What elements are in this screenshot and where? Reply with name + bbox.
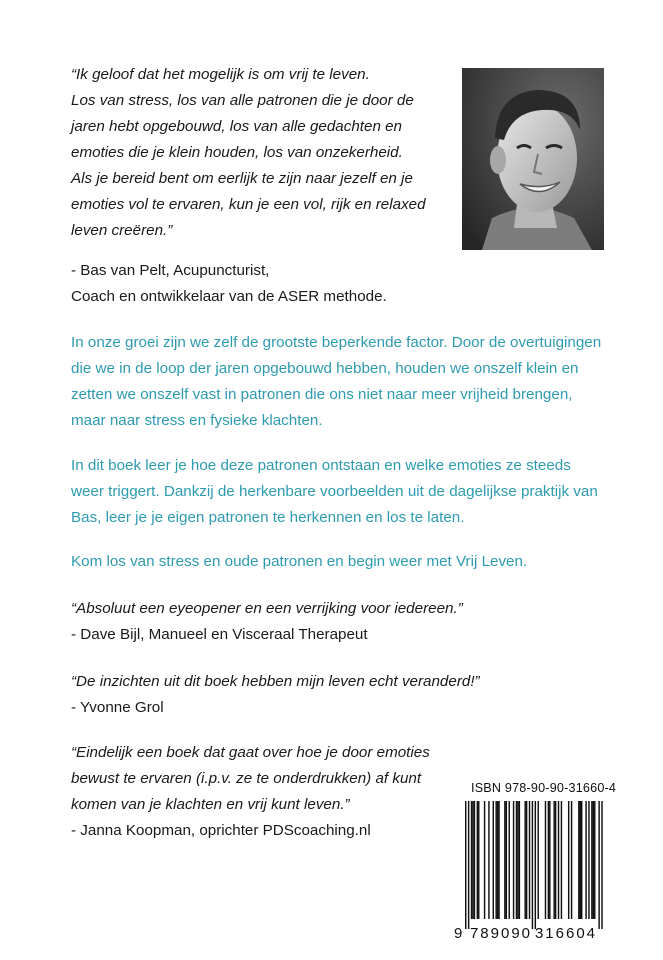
barcode-bar	[545, 801, 546, 919]
author-portrait-image	[462, 68, 604, 250]
barcode-bar	[488, 801, 489, 919]
blurb-line: maar naar stress en fysieke klachten.	[71, 412, 323, 429]
blurb-line: zetten we onszelf vast in patronen die ons niet naar meer vrijheid brengen,	[71, 386, 573, 403]
barcode-bars	[465, 801, 603, 929]
barcode-bar	[548, 801, 549, 919]
barcode-bar	[561, 801, 562, 919]
blurb-line: In onze groei zijn we zelf de grootste beperkende factor. Door de overtuigingen	[71, 334, 602, 351]
barcode-bar	[519, 801, 520, 919]
barcode-bar	[472, 801, 473, 919]
attribution-line: Coach en ontwikkelaar van de ASER methode.	[71, 288, 387, 305]
blurb-paragraph-3	[71, 549, 527, 575]
barcode-bar	[517, 801, 518, 919]
barcode-bar	[484, 801, 485, 919]
author-quote-line: “Ik geloof dat het mogelijk is om vrij te leven.	[71, 66, 370, 83]
barcode-bar	[513, 801, 514, 919]
review-author: - Yvonne Grol	[71, 699, 164, 716]
isbn-barcode	[451, 801, 611, 941]
barcode-bar	[538, 801, 539, 919]
barcode-digits-left: 789090	[469, 925, 533, 941]
barcode-digits-right: 316604	[534, 925, 598, 941]
review-2	[71, 669, 480, 721]
barcode-bar	[478, 801, 479, 919]
review-1	[71, 596, 463, 648]
barcode-bar	[593, 801, 594, 919]
barcode-bar	[568, 801, 569, 919]
barcode-bar	[601, 801, 602, 929]
author-quote-line: Als je bereid bent om eerlijk te zijn naar jezelf en je	[71, 170, 413, 187]
review-quote: komen van je klachten en vrij kunt leven.”	[71, 796, 350, 813]
barcode-bar	[495, 801, 496, 919]
author-quote-line: jaren hebt opgebouwd, los van alle gedachten en	[71, 118, 403, 135]
author-photo	[462, 68, 604, 250]
barcode-bar	[598, 801, 599, 929]
blurb-line: In dit boek leer je hoe deze patronen ontstaan en welke emoties ze steeds	[71, 457, 571, 474]
barcode-bar	[526, 801, 527, 919]
barcode-bar	[471, 801, 472, 919]
barcode-bar	[497, 801, 498, 919]
review-author: - Janna Koopman, oprichter PDScoaching.nl	[71, 822, 371, 839]
barcode-bar	[529, 801, 530, 919]
barcode-bar	[580, 801, 581, 919]
review-quote: “Absoluut een eyeopener en een verrijking voor iedereen.”	[71, 600, 463, 617]
author-quote	[71, 62, 426, 244]
barcode-bar	[585, 801, 586, 919]
barcode-bar	[516, 801, 517, 919]
barcode-bar	[509, 801, 510, 919]
attribution-line: - Bas van Pelt, Acupuncturist,	[71, 262, 270, 279]
blurb-paragraph-2	[71, 453, 598, 531]
barcode-bar	[493, 801, 494, 919]
barcode-bar	[532, 801, 533, 929]
author-quote-line: Los van stress, los van alle patronen die je door de	[71, 92, 414, 109]
barcode-bar	[588, 801, 589, 919]
review-quote: bewust te ervaren (i.p.v. ze te onderdrukken) af kunt	[71, 770, 422, 787]
blurb-line: die we in de loop der jaren opgebouwd hebben, houden we onszelf klein en	[71, 360, 579, 377]
barcode-bar	[594, 801, 595, 919]
blurb-line: Bas, leer je je eigen patronen te herkennen en los te laten.	[71, 509, 465, 526]
author-quote-line: emoties vol te ervaren, kun je een vol, rijk en relaxed	[71, 196, 426, 213]
barcode-bar	[506, 801, 507, 919]
barcode-bar	[558, 801, 559, 919]
blurb-line: Kom los van stress en oude patronen en begin weer met Vrij Leven.	[71, 553, 528, 570]
review-quote: “Eindelijk een boek dat gaat over hoe je door emoties	[71, 744, 430, 761]
barcode-bar	[498, 801, 499, 919]
barcode-bar	[555, 801, 556, 919]
barcode-digit-first: 9	[454, 925, 463, 941]
barcode-bar	[468, 801, 469, 929]
blurb-paragraph-1	[71, 330, 601, 434]
review-quote: “De inzichten uit dit boek hebben mijn leven echt veranderd!”	[71, 673, 480, 690]
barcode-bar	[465, 801, 466, 929]
barcode-bar	[549, 801, 550, 919]
barcode-bar	[591, 801, 592, 919]
barcode-bar	[477, 801, 478, 919]
blurb-line: weer triggert. Dankzij de herkenbare voorbeelden uit de dagelijkse praktijk van	[71, 483, 598, 500]
barcode-bar	[581, 801, 582, 919]
barcode-bar	[578, 801, 579, 919]
isbn-label: ISBN 978-90-90-31660-4	[471, 781, 617, 795]
review-author: - Dave Bijl, Manueel en Visceraal Therapeut	[71, 626, 368, 643]
author-quote-line: leven creëren.”	[71, 222, 173, 239]
barcode-bar	[524, 801, 525, 919]
barcode-bar	[535, 801, 536, 929]
review-3	[71, 740, 430, 844]
author-attribution	[71, 258, 387, 310]
barcode-bar	[504, 801, 505, 919]
author-quote-line: emoties die je klein houden, los van onzekerheid.	[71, 144, 403, 161]
barcode-bar	[553, 801, 554, 919]
barcode-bar	[474, 801, 475, 919]
barcode-bar	[571, 801, 572, 919]
